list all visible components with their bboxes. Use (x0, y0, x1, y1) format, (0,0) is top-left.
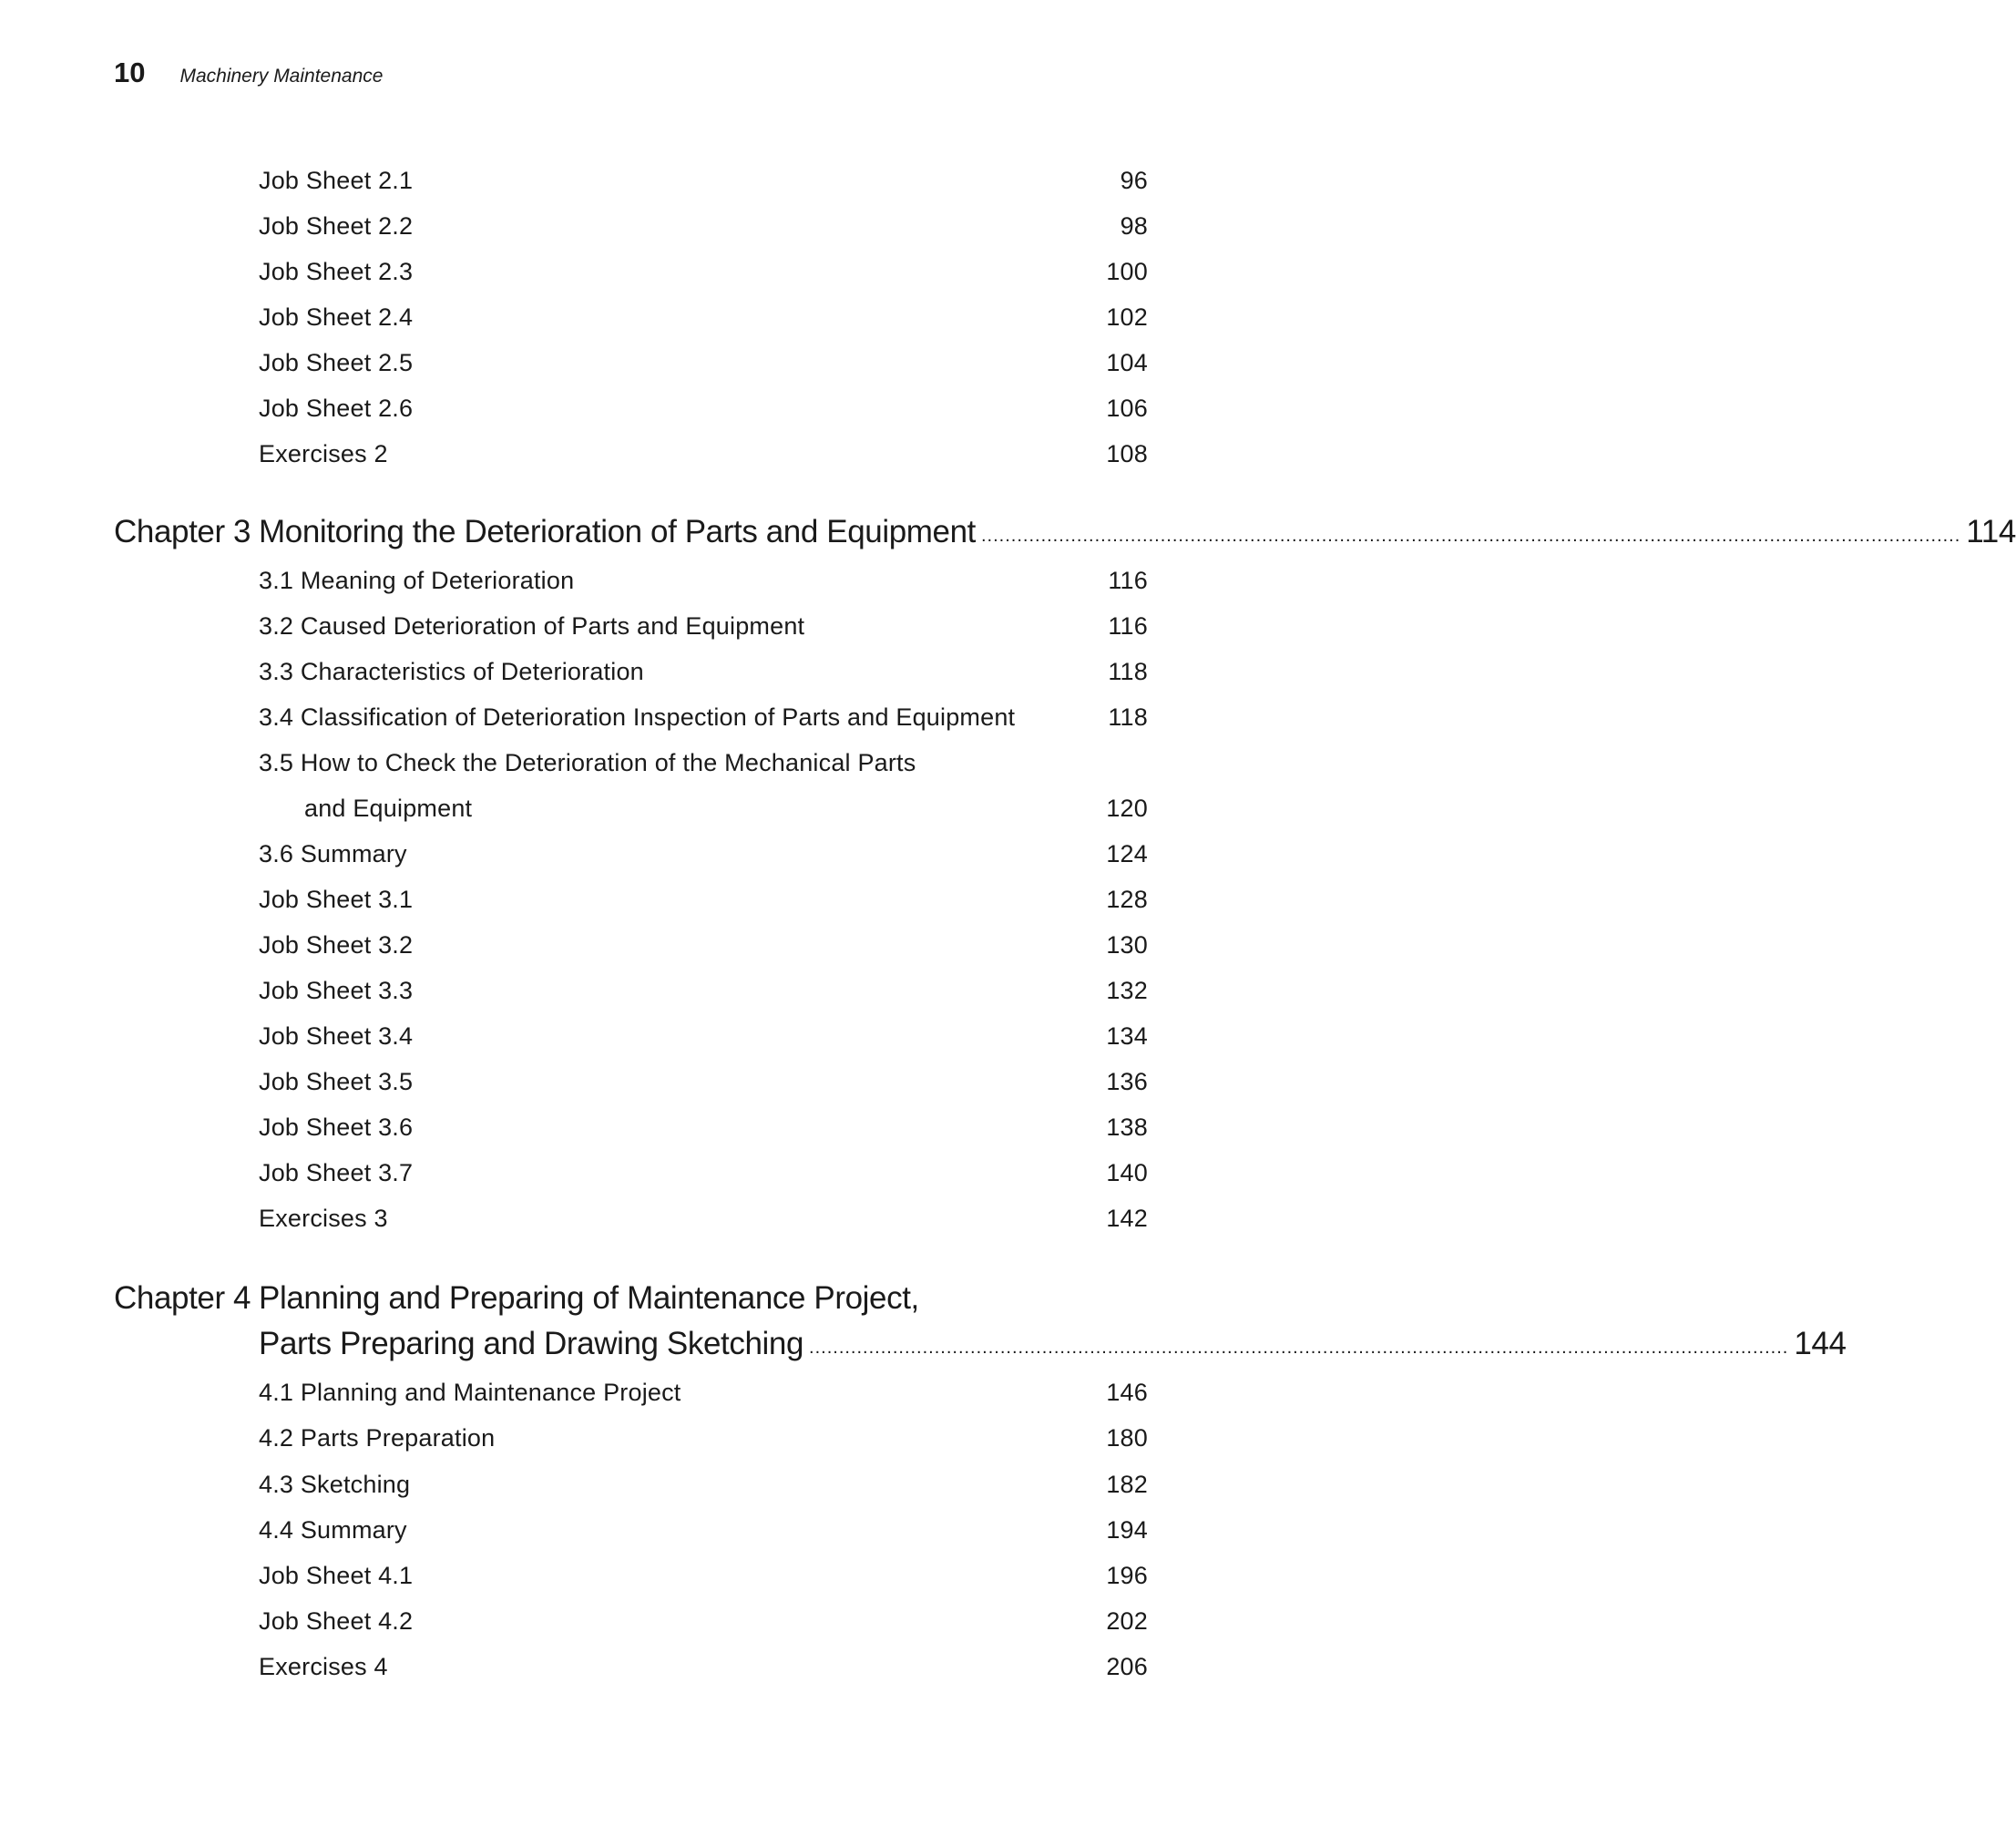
toc-entry-page: 106 (1106, 394, 1148, 422)
toc-entry[interactable] (259, 922, 1148, 968)
toc-entry-label: 3.1 Meaning of Deterioration (259, 566, 575, 594)
leader-dots: .................................................................................................................................................................... (981, 526, 1961, 546)
chapter-number: Chapter 4 (114, 1280, 251, 1316)
toc-entry-continuation[interactable] (304, 785, 1148, 831)
toc-entry-page: 96 (1120, 166, 1148, 194)
toc-entry-label: 4.2 Parts Preparation (259, 1423, 496, 1452)
book-title: Machinery Maintenance (179, 66, 384, 87)
chapter-page: 114 (1966, 514, 2016, 549)
toc-entry[interactable] (259, 558, 1148, 603)
running-head (114, 56, 383, 93)
chapter-title-line-2: Parts Preparing and Drawing Sketching (259, 1326, 804, 1361)
toc-entry-page: 146 (1106, 1378, 1148, 1406)
toc-entry[interactable] (259, 340, 1148, 385)
toc-entry[interactable] (259, 1553, 1148, 1598)
toc-entry-label: 3.5 How to Check the Deterioration of the Mechanical Parts (259, 748, 916, 776)
toc-entry-page: 180 (1106, 1423, 1148, 1452)
toc-entry[interactable] (259, 1415, 1148, 1461)
toc-entry-label: 3.6 Summary (259, 839, 407, 867)
toc-entry-label: Job Sheet 4.1 (259, 1561, 414, 1589)
toc-entry-label: Job Sheet 2.5 (259, 348, 414, 376)
toc-entry[interactable] (259, 385, 1148, 431)
toc-entry-page: 100 (1106, 257, 1148, 285)
toc-entry[interactable] (259, 603, 1148, 649)
toc-entry-page: 142 (1106, 1204, 1148, 1232)
toc-entry-label: Job Sheet 3.1 (259, 885, 414, 913)
toc-entry-page: 206 (1106, 1652, 1148, 1680)
chapter-page: 144 (1794, 1326, 1847, 1361)
chapter-3-heading[interactable] (114, 507, 2016, 558)
toc-entry[interactable] (259, 877, 1148, 922)
toc-entry-label: Job Sheet 2.3 (259, 257, 414, 285)
chapter-title-line-1: Planning and Preparing of Maintenance Project, (259, 1280, 919, 1316)
toc-entry-page: 124 (1106, 839, 1148, 867)
toc-entry-label: Exercises 4 (259, 1652, 388, 1680)
toc-entry-page: 136 (1106, 1067, 1148, 1095)
toc-entry-label: Exercises 3 (259, 1204, 388, 1232)
leader-dots: .................................................................................................................................................................... (809, 1338, 1789, 1358)
toc-entry-page: 116 (1108, 566, 1148, 594)
chapter-4-heading[interactable] (114, 1273, 1148, 1324)
toc-entry[interactable] (259, 294, 1148, 340)
toc-entry[interactable] (259, 1507, 1148, 1553)
toc-entry-label: Job Sheet 3.2 (259, 930, 414, 959)
toc-entry[interactable] (259, 203, 1148, 249)
toc-entry[interactable] (259, 649, 1148, 694)
toc-entry-page: 202 (1106, 1606, 1148, 1635)
toc-entry-label: Job Sheet 2.2 (259, 211, 414, 240)
toc-entry-page: 108 (1106, 439, 1148, 467)
toc-entry-label: Job Sheet 4.2 (259, 1606, 414, 1635)
chapter-4-heading-continuation[interactable] (259, 1319, 1847, 1370)
toc-entry[interactable] (259, 1598, 1148, 1644)
toc-entry-label: 3.3 Characteristics of Deterioration (259, 657, 644, 685)
toc-entry-label: 3.4 Classification of Deterioration Inspection of Parts and Equipment (259, 703, 1016, 731)
toc-entry[interactable] (259, 1150, 1148, 1196)
toc-entry-page: 130 (1106, 930, 1148, 959)
toc-entry-page: 132 (1106, 976, 1148, 1004)
toc-entry-page: 134 (1106, 1021, 1148, 1050)
chapter-title: Monitoring the Deterioration of Parts and Equipment (259, 514, 976, 549)
toc-entry-label: Job Sheet 2.1 (259, 166, 414, 194)
toc-entry[interactable] (259, 1462, 1148, 1507)
toc-entry[interactable] (259, 1370, 1148, 1415)
toc-entry-label: 4.1 Planning and Maintenance Project (259, 1378, 681, 1406)
toc-entry-page: 98 (1120, 211, 1148, 240)
toc-entry-page: 102 (1106, 303, 1148, 331)
toc-entry-page: 118 (1108, 657, 1148, 685)
toc-entry-label: 3.2 Caused Deterioration of Parts and Equipment (259, 611, 805, 640)
toc-entry[interactable] (259, 831, 1148, 877)
toc-entry-label: and Equipment (304, 794, 473, 822)
toc-entry[interactable] (259, 1644, 1148, 1689)
toc-entry-page: 196 (1106, 1561, 1148, 1589)
toc-entry-label: Exercises 2 (259, 439, 388, 467)
toc-entry-label: Job Sheet 3.5 (259, 1067, 414, 1095)
toc-entry[interactable] (259, 694, 1148, 740)
toc-entry[interactable] (259, 1104, 1148, 1150)
chapter-number: Chapter 3 (114, 514, 251, 549)
toc-entry-label: Job Sheet 2.6 (259, 394, 414, 422)
toc-entry-page: 116 (1108, 611, 1148, 640)
toc-entry-label: Job Sheet 3.7 (259, 1158, 414, 1186)
toc-entry[interactable] (259, 1059, 1148, 1104)
toc-entry-page: 118 (1108, 703, 1148, 731)
toc-entry-page: 140 (1106, 1158, 1148, 1186)
toc-entry-page: 182 (1106, 1470, 1148, 1498)
page-number: 10 (114, 56, 146, 88)
toc-entry-label: Job Sheet 3.3 (259, 976, 414, 1004)
toc-entry[interactable] (259, 158, 1148, 203)
toc-entry-page: 194 (1106, 1515, 1148, 1544)
toc-entry-page: 138 (1106, 1113, 1148, 1141)
toc-entry[interactable] (259, 249, 1148, 294)
toc-entry[interactable] (259, 740, 1148, 785)
toc-entry-label: 4.4 Summary (259, 1515, 407, 1544)
toc-entry-label: 4.3 Sketching (259, 1470, 411, 1498)
toc-entry[interactable] (259, 431, 1148, 477)
toc-entry-label: Job Sheet 3.4 (259, 1021, 414, 1050)
toc-entry-page: 128 (1106, 885, 1148, 913)
toc-entry[interactable] (259, 968, 1148, 1013)
toc-entry[interactable] (259, 1013, 1148, 1059)
toc-entry[interactable] (259, 1196, 1148, 1241)
toc-entry-label: Job Sheet 3.6 (259, 1113, 414, 1141)
toc-entry-label: Job Sheet 2.4 (259, 303, 414, 331)
toc-entry-page: 104 (1106, 348, 1148, 376)
toc-entry-page: 120 (1106, 794, 1148, 822)
